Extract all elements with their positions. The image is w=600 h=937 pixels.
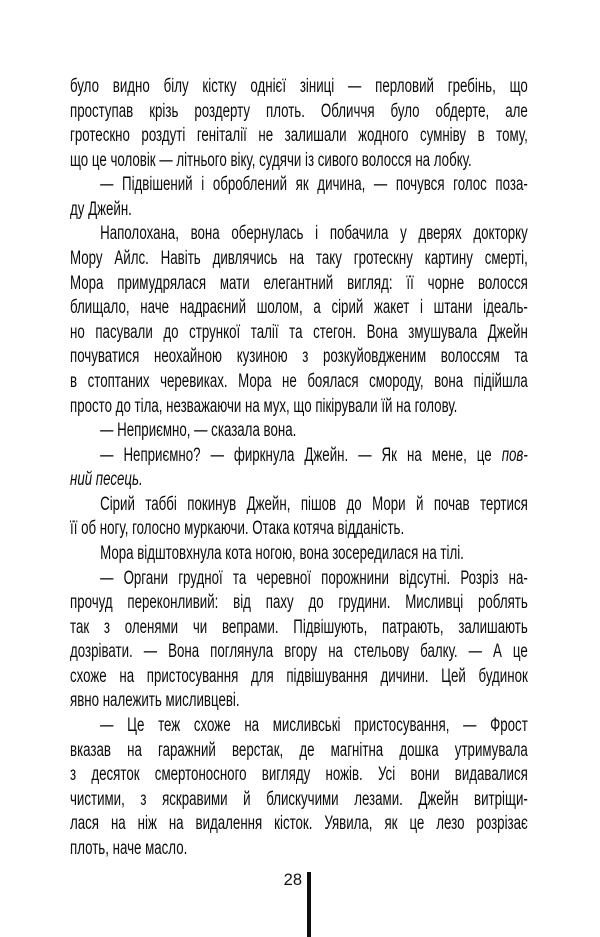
text-segment: плоть, наче масло. bbox=[70, 837, 188, 859]
text-segment: Мору Айлс. Навіть дивлячись на таку гротескну картину смерті, bbox=[70, 248, 528, 270]
text-segment: явно належить мисливцеві. bbox=[70, 690, 240, 712]
text-segment: блищало, наче надраєний шолом, а сірий жакет і штани ідеаль- bbox=[70, 297, 528, 319]
text-segment: гротескно роздуті геніталії не залишали жодного сумніву в тому, bbox=[70, 125, 528, 147]
text-segment: ду Джейн. bbox=[70, 198, 132, 220]
text-line bbox=[70, 321, 528, 346]
text-segment: ний песець. bbox=[70, 469, 143, 491]
text-segment: — Підвішений і оброблений як дичина, — почувся голос поза- bbox=[100, 174, 528, 196]
page-number-label: 28 bbox=[283, 871, 302, 889]
text-segment: що це чоловік — літнього віку, судячи із сивого волосся на лобку. bbox=[70, 149, 472, 171]
text-segment: чистими, з яскравими й блискучими лезами. Джейн витріщи- bbox=[70, 788, 528, 810]
text-segment: в стоптаних черевиках. Мора не боялася смороду, вона підійшла bbox=[70, 370, 528, 392]
text-line bbox=[70, 567, 528, 592]
page-text bbox=[70, 75, 528, 862]
text-line bbox=[70, 296, 528, 321]
text-line bbox=[70, 395, 528, 420]
text-line bbox=[70, 222, 528, 247]
text-segment: схоже на пристосування для підвішування дичини. Цей будинок bbox=[70, 665, 528, 687]
text-line bbox=[70, 517, 528, 542]
text-line bbox=[70, 198, 528, 223]
text-line bbox=[70, 714, 528, 739]
text-line bbox=[70, 149, 528, 174]
text-segment: — Неприємно, — сказала вона. bbox=[100, 420, 297, 442]
text-segment: Сірий таббі покинув Джейн, пішов до Мори й почав тертися bbox=[100, 493, 528, 515]
text-line bbox=[70, 468, 528, 493]
text-line bbox=[70, 616, 528, 641]
text-line bbox=[70, 419, 528, 444]
text-line bbox=[70, 345, 528, 370]
text-segment: почуватися неохайною кузиною з розкуйовдженим волоссям та bbox=[70, 346, 528, 368]
text-segment: лася на ніж на видалення кісток. Уявила, як це лезо розрізає bbox=[70, 813, 528, 835]
text-segment: з десяток смертоносного вигляду ножів. Усі вони видавалися bbox=[70, 764, 528, 786]
text-segment: вказав на гаражний верстак, де магнітна дошка утримувала bbox=[70, 739, 528, 761]
text-line bbox=[70, 837, 528, 862]
text-segment: було видно білу кістку однієї зіниці — перловий гребінь, що bbox=[70, 76, 528, 97]
text-line bbox=[70, 763, 528, 788]
text-line bbox=[70, 542, 528, 567]
text-line bbox=[70, 444, 528, 469]
text-line bbox=[70, 370, 528, 395]
text-line bbox=[70, 665, 528, 690]
text-line bbox=[70, 272, 528, 297]
text-segment: — Це теж схоже на мисливські пристосування, — Фрост bbox=[100, 715, 528, 737]
text-segment: Мора відштовхнула кота ногою, вона зосередилася на тілі. bbox=[100, 542, 464, 564]
text-segment: дозрівати. — Вона поглянула вгору на стельову балку. — А це bbox=[70, 641, 528, 663]
text-line bbox=[70, 493, 528, 518]
text-segment: так з оленями чи вепрами. Підвішують, патрають, залишають bbox=[70, 616, 528, 638]
text-line bbox=[70, 689, 528, 714]
text-segment: її об ногу, голосно муркаючи. Отака котяча відданість. bbox=[70, 518, 405, 540]
text-line bbox=[70, 100, 528, 125]
text-line bbox=[70, 173, 528, 198]
text-line bbox=[70, 591, 528, 616]
text-line bbox=[70, 739, 528, 764]
text-segment: проступав крізь роздерту плоть. Обличчя було обдерте, але bbox=[70, 100, 528, 122]
text-line bbox=[70, 812, 528, 837]
text-line bbox=[70, 247, 528, 272]
text-line bbox=[70, 75, 528, 100]
text-line bbox=[70, 788, 528, 813]
text-segment: просто до тіла, незважаючи на мух, що пікірували їй на голову. bbox=[70, 395, 458, 417]
text-line bbox=[70, 640, 528, 665]
text-segment: пов- bbox=[501, 444, 528, 466]
text-segment: — Неприємно? — фиркнула Джейн. — Як на мене, це bbox=[100, 444, 502, 466]
text-segment: но пасували до стрункої талії та стегон. Вона змушувала Джейн bbox=[70, 321, 528, 343]
text-segment: Наполохана, вона обернулась і побачила у дверях докторку bbox=[100, 223, 528, 245]
text-segment: прочуд переконливий: від паху до грудини. Мисливці роблять bbox=[70, 592, 528, 614]
text-segment: Мора примудрялася мати елегантний вигляд: її чорне волосся bbox=[70, 272, 528, 294]
page-marker-bar bbox=[307, 872, 311, 937]
text-segment: — Органи грудної та черевної порожнини відсутні. Розріз на- bbox=[100, 567, 528, 589]
text-line bbox=[70, 124, 528, 149]
